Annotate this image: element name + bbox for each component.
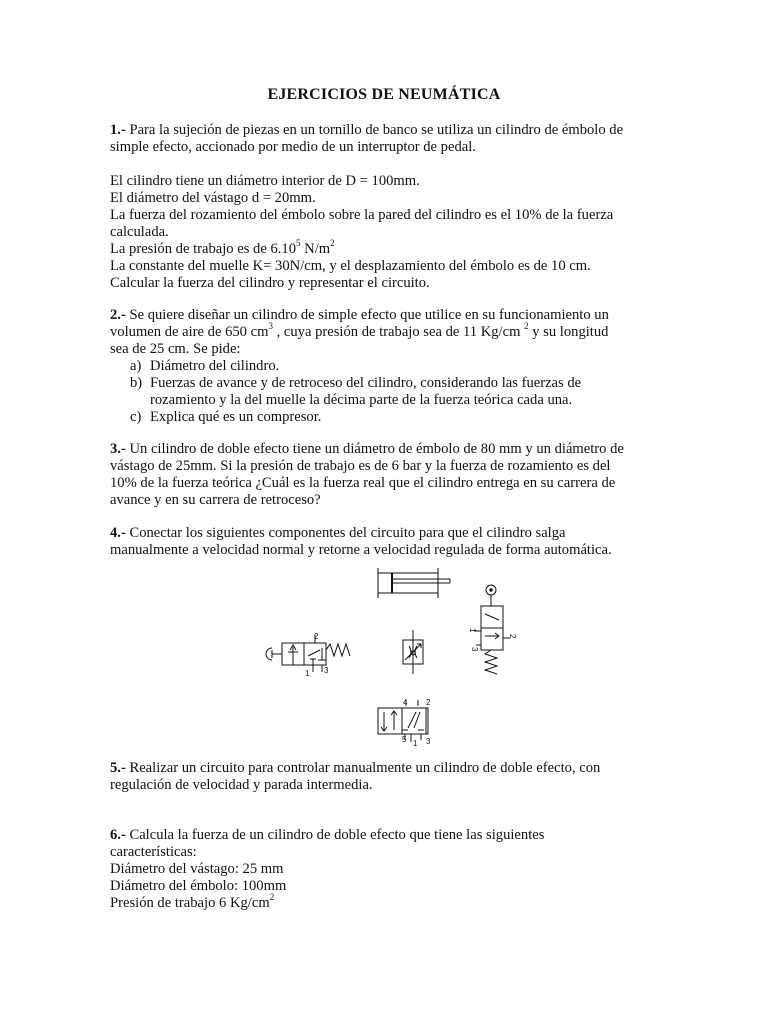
exercise-1-text: Para la sujeción de piezas en un tornillo de banco se utiliza un cilindro de émbolo de [125,122,624,138]
port-label: 3 [470,647,479,652]
exercise-3-line-4: avance y en su carrera de retroceso? [110,492,321,508]
pressure-text: La presión de trabajo es de 6.10 [110,241,297,257]
exercise-6-line-3: Diámetro del vástago: 25 mm [110,861,284,877]
exercise-6-text: Calcula la fuerza de un cilindro de doble efecto que tiene las siguientes [125,827,545,843]
exercise-6-line-4: Diámetro del émbolo: 100mm [110,878,287,894]
cylinder-symbol [378,568,450,598]
exercise-6-number: 6.- [110,827,126,843]
exercise-1-line-9: Calcular la fuerza del cilindro y representar el circuito. [110,275,430,291]
port-label: 5 [402,735,407,744]
exponent: 2 [330,238,335,248]
exercise-5-line-1 [110,760,600,777]
port-label: 4 [403,698,408,707]
exercise-1-number: 1.- [110,122,126,138]
list-letter: a) [130,358,142,374]
list-text: rozamiento y la del muelle la décima parte de la fuerza teórica cada una. [150,392,573,408]
port-label: 3 [324,666,329,675]
exercise-4-text: Conectar los siguientes componentes del circuito para que el cilindro salga [125,525,566,541]
exercise-5-number: 5.- [110,760,126,776]
exercise-2-line-3: sea de 25 cm. Se pide: [110,341,241,357]
volume-text: volumen de aire de 650 cm [110,324,269,340]
exercise-3-line-3: 10% de la fuerza teórica ¿Cuál es la fuerza real que el cilindro entrega en su carrera de [110,475,616,491]
list-text: Diámetro del cilindro. [150,358,280,374]
exercise-3-line-2: vástago de 25mm. Si la presión de trabajo es de 6 bar y la fuerza de rozamiento es del [110,458,611,474]
unit-text: N/m [300,241,331,257]
exercise-5-text: Realizar un circuito para controlar manualmente un cilindro de doble efecto, con [125,760,601,776]
valve-3-2-roller-symbol [474,585,510,674]
port-label: 1 [468,628,477,633]
port-label: 2 [314,632,319,641]
exercise-6-line-2: características: [110,844,197,860]
port-label: 2 [426,698,431,707]
exercise-1-line-5: La fuerza del rozamiento del émbolo sobre la pared del cilindro es el 10% de la fuerza [110,207,614,223]
exercise-1-line-8: La constante del muelle K= 30N/cm, y el desplazamiento del émbolo es de 10 cm. [110,258,591,274]
pressure-text: Presión de trabajo 6 Kg/cm [110,895,270,911]
pressure-text: , cuya presión de trabajo sea de 11 Kg/cm [272,324,525,340]
port-label: 3 [426,737,431,746]
exponent: 2 [524,321,529,331]
port-label: 2 [508,634,517,639]
exercise-4-number: 4.- [110,525,126,541]
exercise-2-number: 2.- [110,307,126,323]
exercise-4-line-2: manualmente a velocidad normal y retorne a velocidad regulada de forma automática. [110,542,612,558]
exponent: 3 [268,321,273,331]
valve-3-2-pushbutton-symbol [266,635,350,672]
flow-control-valve-symbol [403,630,423,674]
exercise-2-text: Se quiere diseñar un cilindro de simple efecto que utilice en su funcionamiento un [125,307,609,323]
exercise-1-line-6: calculada. [110,224,169,240]
port-label: 1 [413,739,418,748]
exercise-1-line-4: El diámetro del vástago d = 20mm. [110,190,316,206]
exercise-1-line-3: El cilindro tiene un diámetro interior de D = 100mm. [110,173,420,189]
length-text: y su longitud [528,324,609,340]
list-letter: c) [130,409,142,425]
exponent: 2 [269,892,275,902]
port-label: 1 [305,669,310,678]
exercise-6-line-1 [110,827,544,844]
page-title: EJERCICIOS DE NEUMÁTICA [267,86,501,103]
exercise-5-line-2: regulación de velocidad y parada intermedia. [110,777,373,793]
exponent: 5 [296,238,301,248]
exercise-3-number: 3.- [110,441,126,457]
exercise-3-text: Un cilindro de doble efecto tiene un diámetro de émbolo de 80 mm y un diámetro de [125,441,624,457]
list-letter: b) [130,375,143,391]
list-text: Explica qué es un compresor. [150,409,322,425]
exercise-1-line-2: simple efecto, accionado por medio de un interruptor de pedal. [110,139,476,155]
exercise-6-line-5 [110,892,275,912]
list-text: Fuerzas de avance y de retroceso del cilindro, considerando las fuerzas de [150,375,582,391]
